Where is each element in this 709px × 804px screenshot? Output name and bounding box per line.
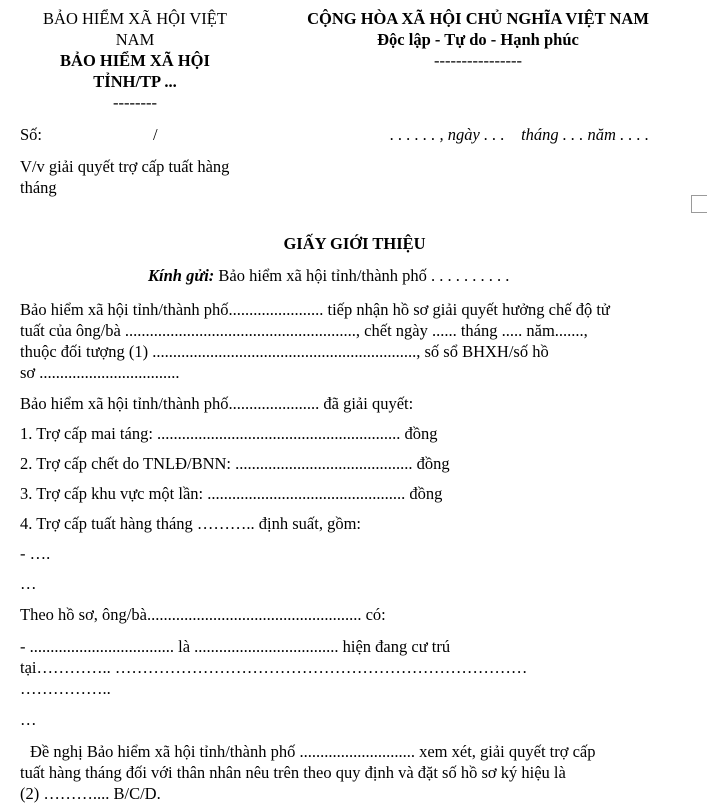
- agency-name-line1: BẢO HIỂM XÃ HỘI VIỆT: [43, 9, 227, 28]
- request-line1: Đề nghị Bảo hiểm xã hội tỉnh/thành phố ............................ xem xét, giải quyết trợ cấp: [30, 742, 596, 761]
- agency-name-line2: NAM: [115, 30, 155, 49]
- national-title: CỘNG HÒA XÃ HỘI CHỦ NGHĨA VIỆT NAM: [307, 9, 649, 28]
- item-funeral-allowance: 1. Trợ cấp mai táng: ........................................................... đồng: [20, 424, 438, 443]
- ellipsis-line: …: [20, 574, 37, 593]
- dossier-line: Theo hồ sơ, ông/bà.................................................... có:: [20, 605, 386, 624]
- place-date-line: . . . . . . , ngày . . . tháng . . . năm . . . .: [390, 125, 649, 144]
- national-motto: Độc lập - Tự do - Hạnh phúc: [377, 30, 579, 49]
- request-line3: (2) ……….... B/C/D.: [20, 784, 161, 803]
- item-monthly-allowance: 4. Trợ cấp tuất hàng tháng ……….. định suất, gồm:: [20, 514, 361, 533]
- relative-line: - ................................... là ................................... hiện đang cư trú: [20, 637, 451, 656]
- resolved-line: Bảo hiểm xã hội tỉnh/thành phố...................... đã giải quyết:: [20, 394, 414, 413]
- subject-line1: V/v giải quyết trợ cấp tuất hàng: [20, 157, 230, 176]
- subject-block: [20, 156, 229, 198]
- ellipsis-line-2: …: [20, 710, 37, 729]
- document-number-slash: /: [153, 125, 158, 144]
- agency-branch-line2: TỈNH/TP ...: [93, 72, 177, 91]
- intro-line1: Bảo hiểm xã hội tỉnh/thành phố....................... tiếp nhận hồ sơ giải quyết hưởng chế độ tử: [20, 300, 610, 319]
- request-line2: tuất hàng tháng đối với thân nhân nêu trên theo quy định và đặt số hồ sơ ký hiệu là: [20, 763, 566, 782]
- national-header: [268, 8, 688, 71]
- residence-line: tại………….. …………………………………………………………………: [20, 658, 528, 677]
- recipient-text: Bảo hiểm xã hội tỉnh/thành phố . . . . . . . . . .: [214, 266, 510, 285]
- dash-line: - ….: [20, 544, 51, 563]
- recipient-line: [148, 266, 509, 286]
- intro-line3: thuộc đối tượng (1) ................................................................, số sổ BHXH/số hồ: [20, 342, 549, 361]
- paragraph-intro: [20, 299, 610, 383]
- agency-header: [20, 8, 250, 113]
- recipient-label: Kính gửi:: [148, 266, 215, 285]
- residence-continued-line: ……………..: [20, 679, 111, 698]
- relative-residence-block: [20, 636, 527, 699]
- item-death-allowance: 2. Trợ cấp chết do TNLĐ/BNN: ........................................... đồng: [20, 454, 450, 473]
- agency-branch-line1: BẢO HIỂM XÃ HỘI: [60, 51, 210, 70]
- subject-line2: tháng: [20, 178, 57, 197]
- request-paragraph: [20, 741, 596, 804]
- intro-line2: tuất của ông/bà ........................................................, chết ngày ...... tháng ..... năm.......,: [20, 321, 588, 340]
- intro-line4: sơ ..................................: [20, 363, 180, 382]
- agency-separator: --------: [113, 93, 157, 112]
- item-regional-allowance: 3. Trợ cấp khu vực một lần: ................................................ đồng: [20, 484, 443, 503]
- document-title: GIẤY GIỚI THIỆU: [283, 234, 426, 253]
- page-edge-marker: [691, 195, 707, 213]
- document-number-label: Số:: [20, 125, 43, 144]
- national-separator: ----------------: [434, 51, 522, 70]
